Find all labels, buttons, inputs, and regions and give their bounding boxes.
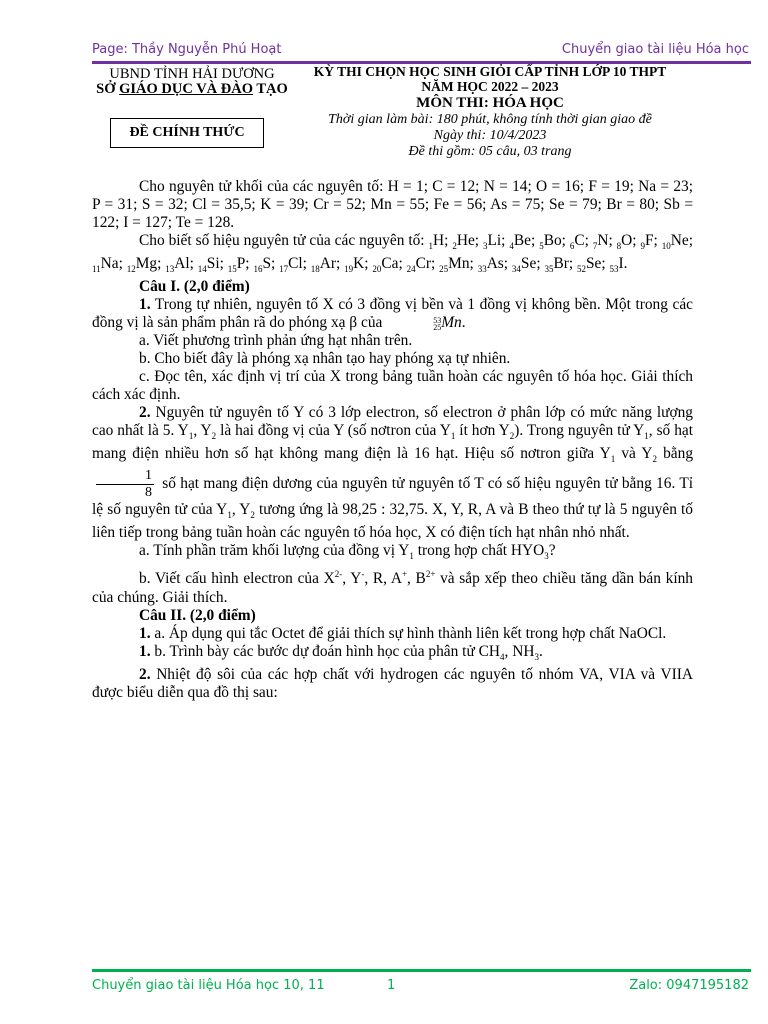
page-header-right: Chuyển giao tài liệu Hóa học [561,42,749,57]
footer-page-number: 1 [387,978,396,993]
question-2-heading: Câu II. (2,0 điểm) [139,606,256,624]
exam-subject: MÔN THI: HÓA HỌC [416,95,564,111]
mn-isotope-label: 53 25 [433,316,442,333]
question-1-1b: b. Cho biết đây là phóng xạ nhân tạo hay phóng xạ tự nhiên. [139,350,511,368]
organization-block [92,67,292,97]
org-line-1: UBND TỈNH HẢI DƯƠNG [109,66,275,82]
exam-title-1: KỲ THI CHỌN HỌC SINH GIỎI CẤP TỈNH LỚP 10 THPT [313,64,667,79]
question-1-heading: Câu I. (2,0 điểm) [139,278,250,296]
question-2-1b: 1. b. Trình bày các bước dự đoán hình học của phân tử $CH_4$, $NH_3$. [139,642,543,662]
fraction-one-eighth: $\frac{1}{8}$ [96,468,154,501]
official-stamp-box: ĐỀ CHÍNH THỨC [110,118,264,148]
atomic-numbers-paragraph: Cho biết số hiệu nguyên tử của các nguyên tố: $_1$H; $_2$He; $_3$Li; $_4$Be; $_5$Bo; $_6$C; $_7$N; $_8$O; $_9$F; $_{10}$Ne; $_{11}$Na; $_{12}$Mg; $_{13}$Al; $_{14}$Si; $_{15}$P; $_{16}$S; $_{17}$Cl; $_{18}$Ar; $_{19}$K; $_{20}$Ca; $_{24}$Cr; $_{25}$Mn; $_{33}$As; $_{34}$Se; $_{35}$Br; $_{52}$Se; $_{53}$I. [92,232,693,275]
page-header-left: Page: Thầy Nguyễn Phú Hoạt [92,42,282,57]
exam-pages: Đề thi gồm: 05 câu, 03 trang [408,144,572,159]
footer-left: Chuyển giao tài liệu Hóa học 10, 11 [92,978,325,993]
exam-heading [310,65,670,160]
exam-time: Thời gian làm bài: 180 phút, không tính thời gian giao đề [328,112,652,127]
question-1-2a: a. Tính phần trăm khối lượng của đồng vị $Y_1$ trong hợp chất $HYO_3$? [139,542,556,562]
question-1-part-1: 1. Trong tự nhiên, nguyên tố X có 3 đồng vị bền và 1 đồng vị không bền. Một trong các đồng vị là sản phẩm phân rã do phóng xạ β của 53 25Mn. [92,296,693,333]
footer-right: Zalo: 0947195182 [629,978,749,993]
footer-rule [92,969,751,972]
question-1-2b: b. Viết cấu hình electron của $X^{2-}$, Y-, R, A+, $B^{2+}$ và sắp xếp theo chiều tăng dần bán kính của chúng. Giải thích. [92,569,694,606]
exam-body [92,178,693,702]
question-2-1a: 1. a. Áp dụng qui tắc Octet để giải thích sự hình thành liên kết trong hợp chất NaOCl. [139,624,667,642]
question-2-part-2: 2. Nhiệt độ sôi của các hợp chất với hydrogen các nguyên tố nhóm VA, VIA và VIIA được biểu diễn qua đồ thị sau: [92,665,693,701]
question-1-1c: c. Đọc tên, xác định vị trí của X trong bảng tuần hoàn các nguyên tố hóa học. Giải thích cách xác định. [92,368,693,404]
atomic-masses-paragraph: Cho nguyên tử khối của các nguyên tố: H = 1; C = 12; N = 14; O = 16; F = 19; Na = 23; P = 31; S = 32; Cl = 35,5; K = 39; Cr = 52; Mn = 55; Fe = 56; As = 75; Se = 79; Br = 80; Sb = 122; I = 127; Te = 128. [92,178,693,231]
exam-title-2: NĂM HỌC 2022 – 2023 [421,78,559,94]
org-line-2: SỞ GIÁO DỤC VÀ ĐÀO TẠO [96,81,288,97]
exam-date: Ngày thi: 10/4/2023 [433,128,547,143]
question-1-part-2: 2. Nguyên tử nguyên tố Y có 3 lớp electron, số electron ở phân lớp có mức năng lượng cao nhất là 5. $Y_1$, $Y_2$ là hai đồng vị của Y (số nơtron của $Y_1$ ít hơn $Y_2$). Trong nguyên tử $Y_1$, số hạt mang điện nhiều hơn số hạt không mang điện là 16 hạt. Hiệu số nơtron giữa $Y_1$ và $Y_2$ bằng $\frac{1}{8}$ số hạt mang điện dương của nguyên tử nguyên tố T có số hiệu nguyên tử bằng 16. Tỉ lệ số nguyên tử của $Y_1$, $Y_2$ tương ứng là 98,25 : 32,75. X, Y, R, A và B theo thứ tự là 5 nguyên tố liên tiếp trong bảng tuần hoàn các nguyên tố hóa học, X có điện tích hạt nhân nhỏ nhất. [92,404,694,542]
question-1-1a: a. Viết phương trình phản ứng hạt nhân trên. [139,332,413,350]
